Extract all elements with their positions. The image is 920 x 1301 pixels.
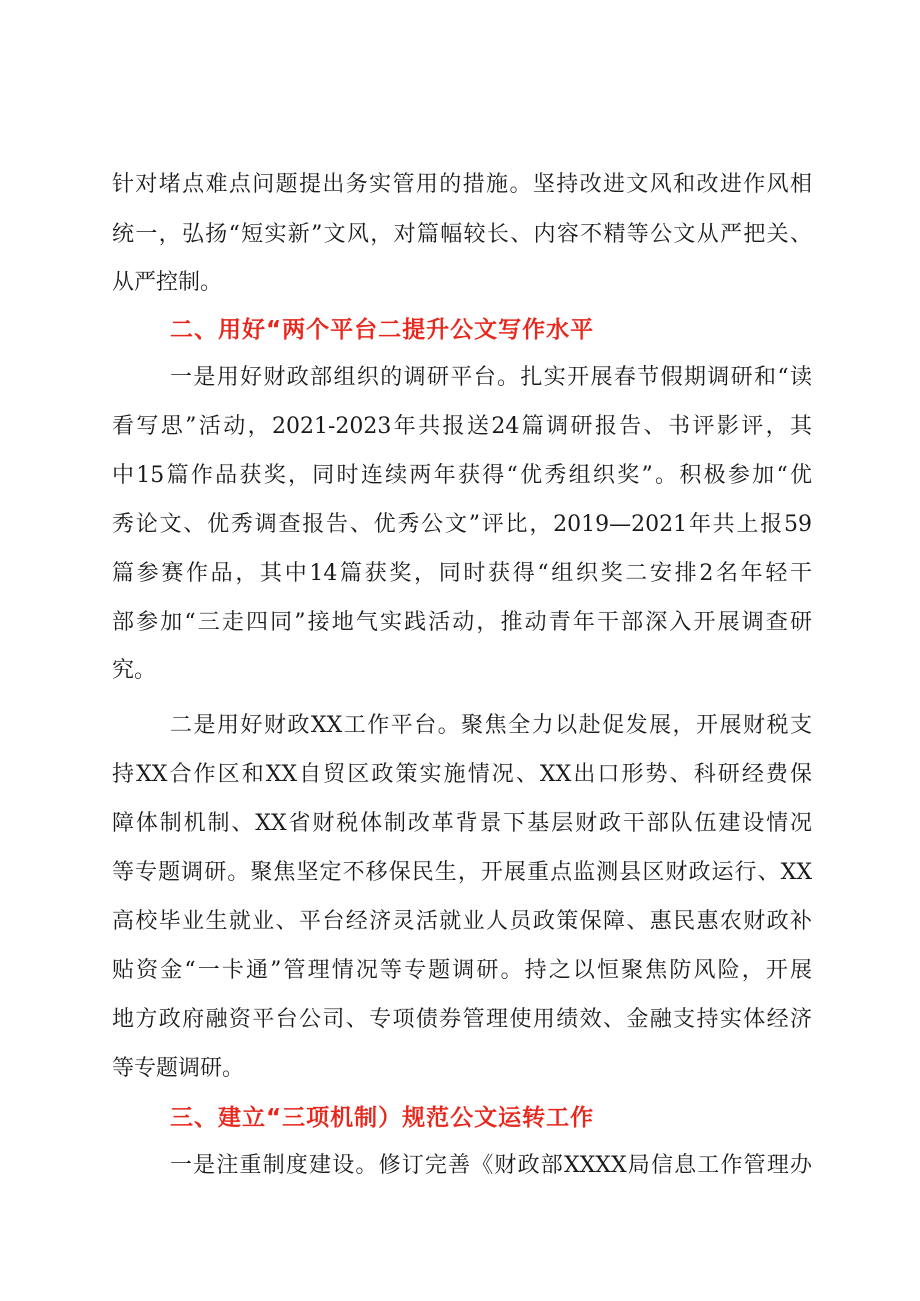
section-3-heading: 三、建立“三项机制）规范公文运转工作 <box>170 1105 595 1131</box>
section-2-heading: 二、用好“两个平台二提升公文写作水平 <box>170 317 595 343</box>
section-2-para-1-line-1: 一是用好财政部组织的调研平台。扎实开展春节假期调研和“读 <box>170 365 812 390</box>
intro-line-1: 针对堵点难点问题提出务实管用的措施。坚持改进文风和改进作风相 <box>112 172 812 197</box>
section-2-para-2-line-4: 等专题调研。聚焦坚定不移保民生，开展重点监测县区财政运行、XX <box>112 860 812 885</box>
section-3-para-1-line-1: 一是注重制度建设。修订完善《财政部XXXX局信息工作管理办 <box>170 1153 812 1178</box>
section-2-para-2-line-1: 二是用好财政XX工作平台。聚焦全力以赴促发展，开展财税支 <box>170 713 812 738</box>
section-2-para-1-line-6: 部参加“三走四同”接地气实践活动，推动青年干部深入开展调查研 <box>112 610 812 635</box>
section-2-para-2-line-2: 持XX合作区和XX自贸区政策实施情况、XX出口形势、科研经费保 <box>112 762 812 787</box>
section-2-para-1-line-2: 看写思”活动，2021-2023年共报送24篇调研报告、书评影评，其 <box>112 414 812 439</box>
intro-line-3: 从严控制。 <box>112 270 223 295</box>
section-2-para-2-line-5: 高校毕业生就业、平台经济灵活就业人员政策保障、惠民惠农财政补 <box>112 909 812 934</box>
section-2-para-2-line-6: 贴资金“一卡通”管理情况等专题调研。持之以恒聚焦防风险，开展 <box>112 958 812 983</box>
section-2-para-1-line-3: 中15篇作品获奖，同时连续两年获得“优秀组织奖”。积极参加“优 <box>112 463 812 488</box>
section-2-para-1-line-7: 究。 <box>112 658 157 683</box>
intro-line-2: 统一，弘扬“短实新”文风，对篇幅较长、内容不精等公文从严把关、 <box>112 222 812 247</box>
section-2-para-2-line-8: 等专题调研。 <box>112 1056 245 1081</box>
section-2-para-1-line-4: 秀论文、优秀调查报告、优秀公文”评比，2019—2021年共上报59 <box>112 512 812 537</box>
section-2-para-2-line-7: 地方政府融资平台公司、专项债券管理使用绩效、金融支持实体经济 <box>112 1007 812 1032</box>
section-2-para-1-line-5: 篇参赛作品，其中14篇获奖，同时获得“组织奖二安排2名年轻干 <box>112 561 812 586</box>
section-2-para-2-line-3: 障体制机制、XX省财税体制改革背景下基层财政干部队伍建设情况 <box>112 811 812 836</box>
